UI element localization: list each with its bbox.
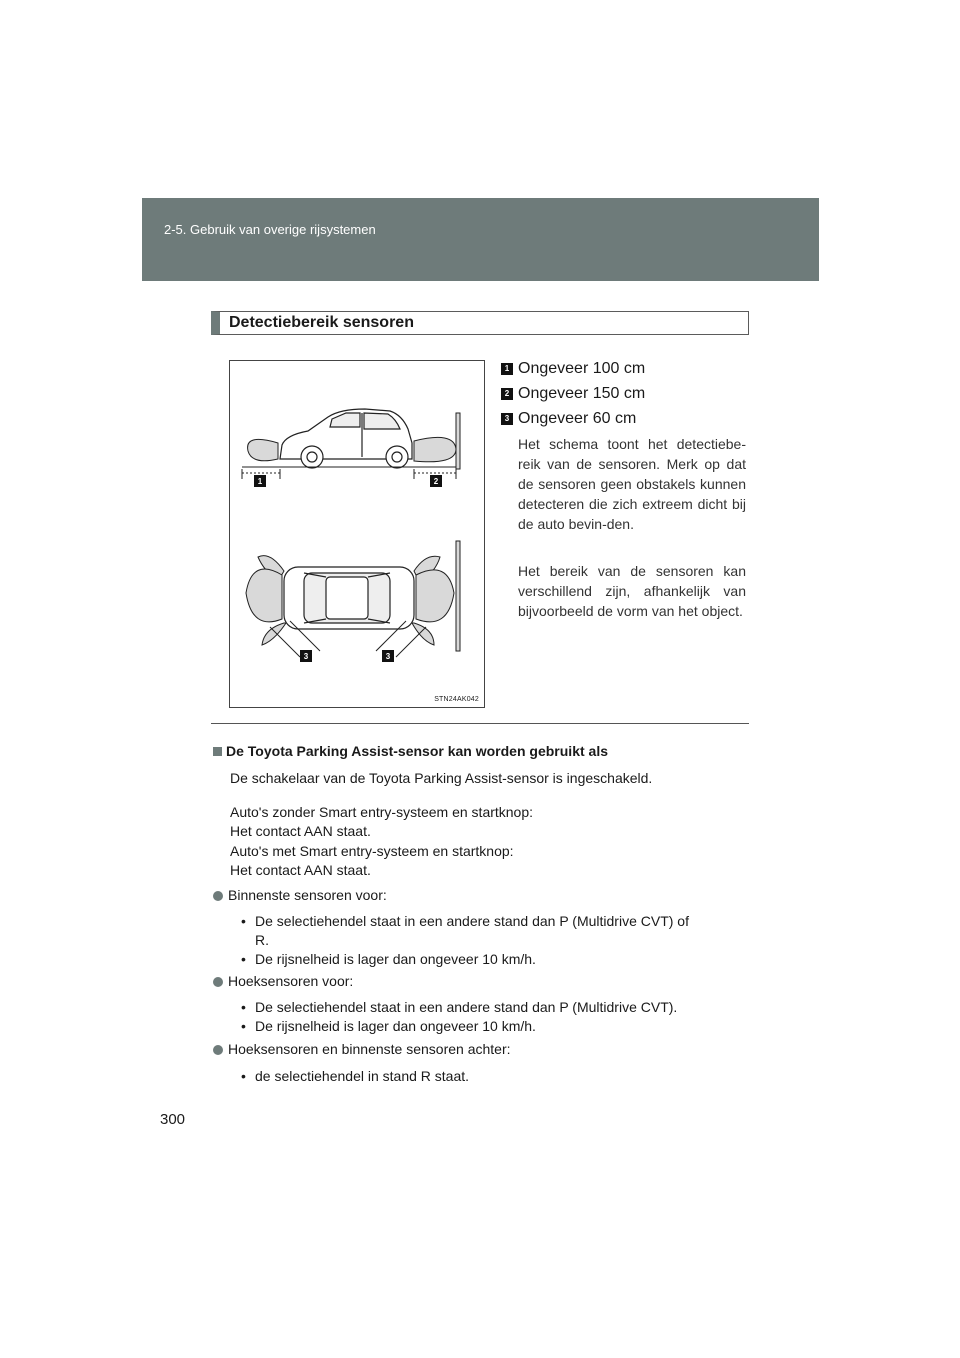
bullet-mark: • xyxy=(241,913,246,929)
front-inner-zone xyxy=(246,569,282,622)
label-3-left: 3 xyxy=(303,652,309,661)
legend-item-1 xyxy=(501,356,645,381)
sensor-range-diagram xyxy=(229,360,485,708)
sub-text-cont: R. xyxy=(255,932,269,948)
bullet-dot-icon xyxy=(213,1045,223,1055)
bullet-mark: • xyxy=(241,1068,246,1084)
bullet-dot-icon xyxy=(213,891,223,901)
legend-text: Ongeveer 100 cm xyxy=(518,359,646,377)
sub-item xyxy=(241,912,689,969)
figure-code: STN24AK042 xyxy=(434,696,479,703)
divider xyxy=(211,723,749,724)
rear-corner-zone-right xyxy=(412,623,434,645)
sub-text: De selectiehendel staat in een andere stand dan P (Multidrive CVT). xyxy=(255,999,678,1015)
section-title: Detectiebereik sensoren xyxy=(211,311,749,335)
description-1: Het schema toont het detectiebe-reik van de sensoren. Merk op dat de sensoren geen obstakels kunnen detecteren die zich extreem dicht bij de auto bevin-den. xyxy=(518,436,746,532)
wall-top xyxy=(456,413,460,469)
sub-text: de selectiehendel in stand R staat. xyxy=(255,1068,470,1084)
page-number: 300 xyxy=(160,1111,186,1128)
conditions-title xyxy=(213,743,608,759)
label-2: 2 xyxy=(433,477,439,486)
para-line: Auto's zonder Smart entry-systeem en startknop: xyxy=(230,804,534,820)
rear-inner-zone xyxy=(416,570,454,622)
conditions-title-text: De Toyota Parking Assist-sensor kan worden gebruikt als xyxy=(226,743,608,759)
sub-item xyxy=(241,1067,469,1086)
sub-item xyxy=(241,998,677,1036)
para-line: Het contact AAN staat. xyxy=(230,823,371,839)
legend-badge: 3 xyxy=(501,413,513,425)
bullet-mark: • xyxy=(241,951,246,967)
wall-bottom xyxy=(456,541,460,651)
legend-badge: 2 xyxy=(501,388,513,400)
legend-text: Ongeveer 60 cm xyxy=(518,409,637,427)
legend-badge: 1 xyxy=(501,363,513,375)
chapter-header-band xyxy=(142,198,819,281)
para-line: Het contact AAN staat. xyxy=(230,862,371,878)
bullet-text: Binnenste sensoren voor: xyxy=(228,887,387,903)
label-1: 1 xyxy=(257,477,263,486)
sub-text: De selectiehendel staat in een andere stand dan P (Multidrive CVT) of xyxy=(255,913,689,929)
paragraph-switch: De schakelaar van de Toyota Parking Assist-sensor is ingeschakeld. xyxy=(230,770,653,786)
car-side-view xyxy=(280,409,412,468)
front-zone-side xyxy=(248,439,278,460)
rear-zone-side xyxy=(414,437,456,461)
legend-item-2 xyxy=(501,381,645,406)
bullet-dot-icon xyxy=(213,977,223,987)
front-corner-zone-right xyxy=(262,623,286,645)
sub-text: De rijsnelheid is lager dan ongeveer 10 km/h. xyxy=(255,951,536,967)
diagram-graphic xyxy=(230,361,486,709)
legend-text: Ongeveer 150 cm xyxy=(518,384,646,402)
bullet-text: Hoeksensoren voor: xyxy=(228,973,354,989)
paragraph-with-smart xyxy=(230,842,514,880)
bullet-mark: • xyxy=(241,999,246,1015)
bullet-rear xyxy=(213,1041,511,1057)
label-3-right: 3 xyxy=(385,652,391,661)
legend-item-3 xyxy=(501,406,645,431)
bullet-mark: • xyxy=(241,1018,246,1034)
bullet-inner-front xyxy=(213,887,387,903)
description-2: Het bereik van de sensoren kan verschillend zijn, afhankelijk van bijvoorbeeld de vorm van het object. xyxy=(518,563,746,619)
chapter-title: 2-5. Gebruik van overige rijsystemen xyxy=(164,222,376,237)
para-line: Auto's met Smart entry-systeem en startknop: xyxy=(230,843,514,859)
bullet-corner-front xyxy=(213,973,353,989)
square-bullet-icon xyxy=(213,747,222,756)
legend xyxy=(501,356,645,431)
car-top-view xyxy=(284,567,414,629)
bullet-text: Hoeksensoren en binnenste sensoren achter: xyxy=(228,1041,511,1057)
sub-text: De rijsnelheid is lager dan ongeveer 10 km/h. xyxy=(255,1018,536,1034)
paragraph-without-smart xyxy=(230,803,533,841)
